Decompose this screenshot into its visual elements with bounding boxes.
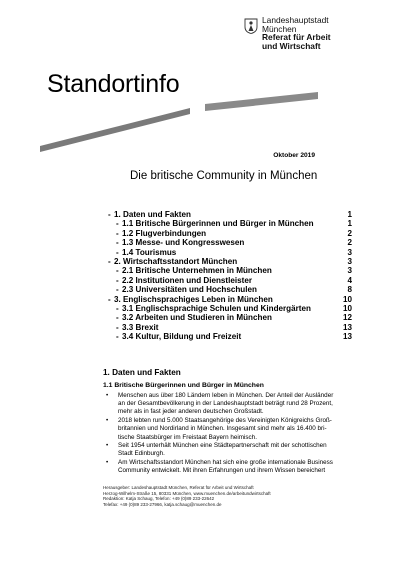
toc-item[interactable]: - 3.3 Brexit 13 [116, 322, 352, 332]
toc-item[interactable]: - 2.1 Britische Unternehmen in München 3 [116, 266, 352, 276]
list-item-line: an der Gesamtbevölkerung in der Landeshauptstadt beträgt rund 28 Prozent, [118, 400, 333, 408]
footer-line[interactable]: Telefax: +49 (0)89 233-27966, katja.schaug@muenchen.de [103, 501, 222, 507]
toc-item[interactable]: - 1.3 Messe- und Kongresswesen 2 [116, 238, 352, 248]
toc-item-label: 1. Daten und Fakten [114, 210, 191, 219]
toc-item[interactable]: - 1.4 Tourismus 3 [116, 247, 352, 257]
toc-item-page: 13 [342, 322, 352, 332]
toc-item-page: 10 [342, 294, 352, 304]
footer-line: Redaktion: Katja Schaug, Telefon: +49 (0)89 233-22642 [103, 496, 215, 502]
toc-item-page: 12 [342, 313, 352, 323]
toc-item-label: 2.2 Institutionen und Dienstleister [122, 275, 252, 285]
toc-item-label: 2.3 Universitäten und Hochschulen [122, 285, 257, 295]
toc-item-page: 3 [347, 256, 352, 266]
org-line-1: Landeshauptstadt [262, 15, 329, 25]
footer-line: Herausgeber: Landeshauptstadt München, Referat für Arbeit und Wirtschaft [103, 485, 254, 490]
list-item-line: tische Staatsbürger im Freistaat Bayern heimisch. [118, 433, 257, 441]
decorative-stripes [0, 92, 400, 164]
list-item-line: Am Wirtschaftsstandort München hat sich eine große internationale Business [118, 459, 333, 467]
toc-item-page: 10 [342, 303, 352, 313]
list-item-line: Seit 1954 unterhält München eine Städtepartnerschaft mit der schottischen [118, 442, 327, 450]
bullet-icon: • [106, 459, 109, 467]
toc-item-label: 2.1 Britische Unternehmen in München [122, 266, 272, 276]
toc-item-label: 3.3 Brexit [122, 322, 159, 332]
toc-item-page: 2 [347, 228, 352, 238]
toc-item-page: 3 [347, 247, 352, 257]
toc-item-label: 3.4 Kultur, Bildung und Freizeit [122, 332, 242, 342]
org-line-2: München [262, 23, 297, 34]
bullet-list [103, 392, 351, 476]
list-item-line: Menschen aus über 180 Ländern leben in München. Der Anteil der Ausländer [118, 392, 334, 399]
toc-item-page: 4 [347, 275, 352, 285]
toc-item-label: 1.1 Britische Bürgerinnen und Bürger in München [122, 219, 314, 229]
section-heading: 1. Daten und Fakten [103, 368, 181, 377]
org-line-4: und Wirtschaft [262, 40, 321, 51]
organization-name [262, 16, 331, 50]
toc-item-page: 3 [347, 266, 352, 276]
list-item-line: 2018 lebten rund 5.000 Staatsangehörige des Vereinigten Königreichs Groß- [118, 417, 332, 425]
publication-date: Oktober 2019 [273, 152, 315, 159]
toc-item[interactable]: - 2. Wirtschaftsstandort München 3 [108, 256, 352, 266]
list-item-line: Stadt Edinburgh. [118, 450, 165, 458]
toc-item-label: 3.2 Arbeiten und Studieren in München [122, 313, 272, 323]
toc-item-page: 13 [342, 332, 352, 342]
toc-item[interactable]: - 2.3 Universitäten und Hochschulen 8 [116, 285, 352, 295]
toc-item-label: 1.4 Tourismus [122, 247, 177, 257]
toc-item-label: 3. Englischsprachiges Leben in München [114, 294, 273, 304]
toc-item-page: 1 [347, 219, 352, 229]
toc-item-label: 1.3 Messe- und Kongresswesen [122, 238, 245, 248]
toc-item[interactable]: - 3. Englischsprachiges Leben in München 10 [108, 294, 352, 304]
munich-coat-of-arms-icon [244, 18, 258, 34]
list-item-line: Community entwickelt. Mit ihren Erfahrungen und ihrem Wissen bereichert [118, 467, 326, 475]
toc-item[interactable]: - 3.1 Englischsprachige Schulen und Kindergärten 10 [116, 303, 352, 313]
document-title: Standortinfo [47, 70, 180, 98]
toc-item-page: 8 [347, 285, 352, 295]
toc-item[interactable]: - 3.2 Arbeiten und Studieren in München 12 [116, 313, 352, 323]
subsection-heading: 1.1 Britische Bürgerinnen und Bürger in München [103, 382, 264, 389]
toc-item-page: 1 [347, 210, 352, 219]
toc-item[interactable]: - 1.2 Flugverbindungen 2 [116, 228, 352, 238]
imprint-footer [103, 485, 271, 507]
toc-item[interactable]: - 1.1 Britische Bürgerinnen und Bürger in München 1 [116, 219, 352, 229]
toc-item-label: 1.2 Flugverbindungen [122, 228, 207, 238]
bullet-icon: • [106, 442, 109, 450]
table-of-contents [108, 210, 352, 341]
footer-line[interactable]: Herzog-Wilhelm-Straße 15, 80331 München, www.muenchen.de/arbeitundwirtschaft [103, 490, 271, 496]
toc-item[interactable]: - 2.2 Institutionen und Dienstleister 4 [116, 275, 352, 285]
list-item-line: britannien und Nordirland in München. Insgesamt sind mehr als 16.400 bri- [118, 425, 327, 433]
list-item-line: mehr als in fast jeder anderen deutschen Großstadt. [118, 408, 264, 416]
toc-item-label: 2. Wirtschaftsstandort München [114, 256, 238, 266]
toc-item-page: 2 [347, 238, 352, 248]
list-item [103, 442, 351, 458]
toc-item[interactable]: - 1. Daten und Fakten 1 [108, 210, 352, 219]
bullet-icon: • [106, 392, 109, 399]
bullet-icon: • [106, 417, 109, 425]
document-subtitle: Die britische Community in München [130, 170, 318, 182]
toc-item-label: 3.1 Englischsprachige Schulen und Kindergärten [122, 303, 311, 313]
toc-item[interactable]: - 3.4 Kultur, Bildung und Freizeit 13 [116, 332, 352, 342]
list-item [103, 417, 351, 442]
org-line-3: Referat für Arbeit [262, 32, 331, 43]
list-item [103, 459, 351, 475]
list-item [103, 392, 351, 417]
